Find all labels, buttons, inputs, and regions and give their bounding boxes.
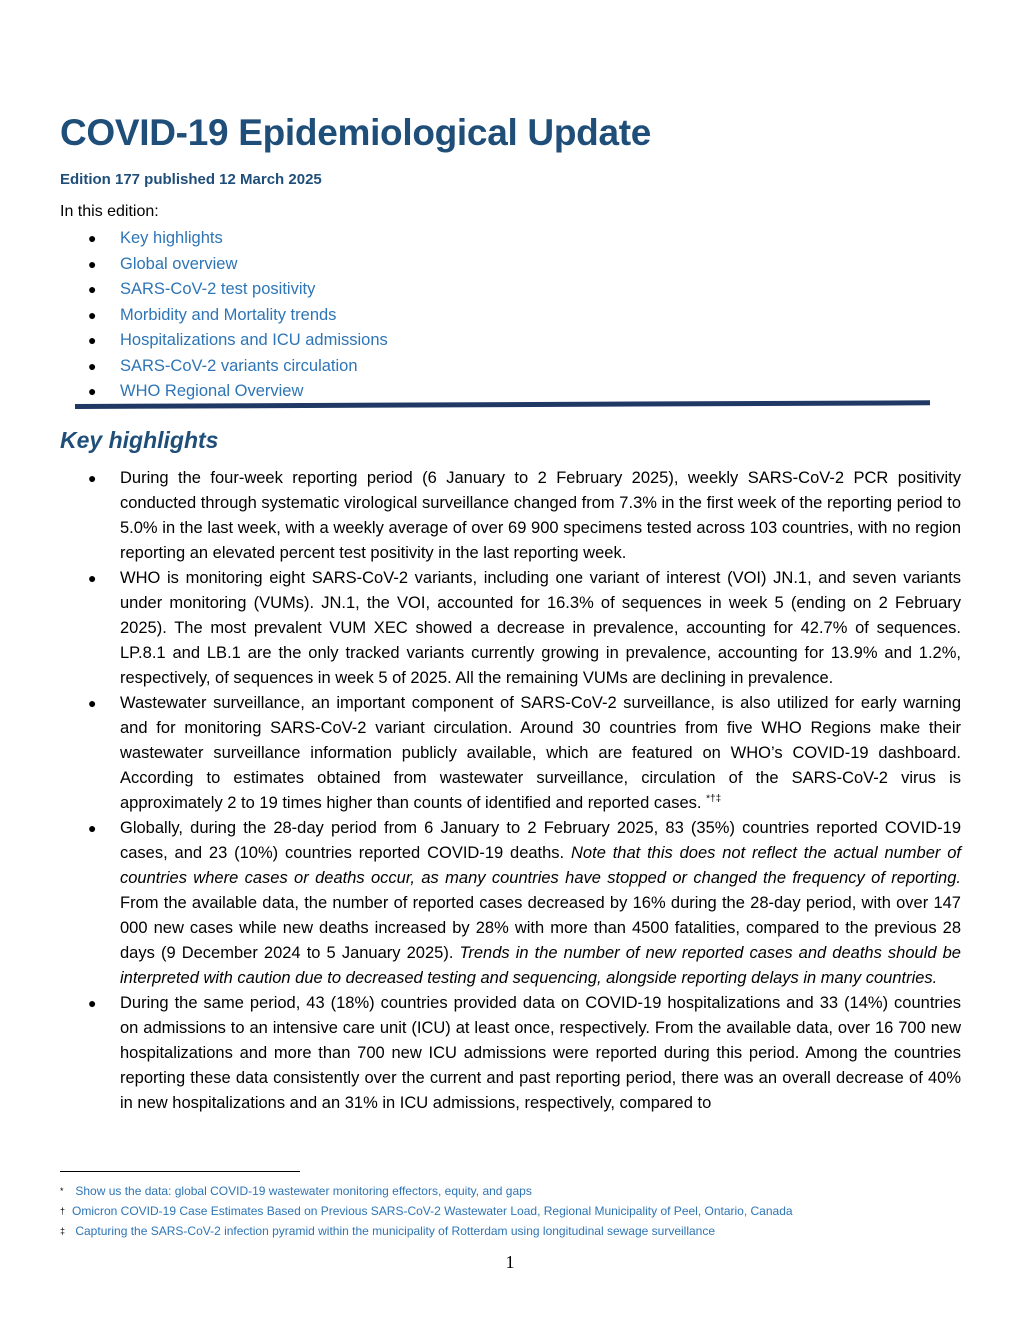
- footnote-item: [60, 1222, 793, 1242]
- highlight-note-italic: Note that this does not reflect the actual number of countries where cases or deaths occur, as many countries have stopped or changed the frequency of reporting.: [120, 844, 962, 887]
- bullet-icon: ●: [88, 995, 97, 1011]
- highlight-item-cases-deaths: [88, 816, 961, 991]
- bullet-icon: ●: [88, 332, 97, 348]
- footnote-mark: †: [60, 1206, 66, 1216]
- bullet-icon: ●: [88, 470, 97, 486]
- toc-link-morbidity-mortality[interactable]: Morbidity and Mortality trends: [120, 305, 337, 324]
- highlight-text: Globally, during the 28-day period from 6 January to 2 February 2025, 83 (35%) countries reported COVID-19 cases, and 23 (10%) countries reported COVID-19 deaths.: [120, 819, 961, 862]
- footnotes: [60, 1182, 793, 1242]
- highlight-item-hospitalizations: [88, 991, 961, 1116]
- bullet-icon: ●: [88, 383, 97, 399]
- footnote-mark: *: [60, 1186, 64, 1196]
- footnote-separator: [60, 1171, 300, 1172]
- bullet-icon: ●: [88, 820, 97, 836]
- footnote-link[interactable]: Omicron COVID-19 Case Estimates Based on Previous SARS-CoV-2 Wastewater Load, Regional Municipality of Peel, Ontario, Canada: [72, 1204, 793, 1218]
- footnote-reference[interactable]: *†‡: [706, 793, 722, 805]
- footnote-link[interactable]: Show us the data: global COVID-19 wastewater monitoring effectors, equity, and gaps: [75, 1184, 532, 1198]
- footnote-item: [60, 1182, 793, 1202]
- toc-item: [88, 304, 388, 330]
- edition-info: Edition 177 published 12 March 2025: [60, 171, 322, 188]
- highlight-text: From the available data, the number of reported cases decreased by 16% during the 28-day period, with over 147 000 new cases while new deaths increased by 28% with more than 4500 fatalities, compared to the previous 28 days (9 December 2024 to 5 January 2025).: [120, 894, 961, 962]
- footnote-link[interactable]: Capturing the SARS-CoV-2 infection pyramid within the municipality of Rotterdam using longitudinal sewage surveillance: [75, 1224, 716, 1238]
- toc-link-variants[interactable]: SARS-CoV-2 variants circulation: [120, 356, 358, 375]
- toc-item: [88, 253, 388, 279]
- highlight-note-italic: Trends in the number of new reported cases and deaths should be interpreted with caution due to decreased testing and sequencing, alongside reporting delays in many countries.: [120, 944, 961, 987]
- key-highlights-heading: Key highlights: [60, 427, 219, 453]
- toc-intro: In this edition:: [60, 203, 159, 220]
- bullet-icon: ●: [88, 695, 97, 711]
- footnote-item: [60, 1202, 793, 1222]
- bullet-icon: ●: [88, 570, 97, 586]
- bullet-icon: ●: [88, 281, 97, 297]
- bullet-icon: ●: [88, 357, 97, 374]
- toc-item: [88, 355, 388, 381]
- toc-link-regional-overview[interactable]: WHO Regional Overview: [120, 382, 304, 400]
- highlight-text: During the same period, 43 (18%) countries provided data on COVID-19 hospitalizations and 33 (14%) countries on admissions to an intensive care unit (ICU) at least once, respectively. From the available data, over 16 700 new hospitalizations and more than 700 new ICU admissions were reported during this period. Among the countries reporting these data consistently over the current and past reporting period, there was an overall decrease of 40% in new hospitalizations and an 31% in ICU admissions, respectively, compared to: [120, 994, 961, 1112]
- toc-item: [88, 380, 388, 406]
- table-of-contents: [88, 227, 388, 406]
- key-highlights-list: [88, 466, 961, 1116]
- toc-link-test-positivity[interactable]: SARS-CoV-2 test positivity: [120, 280, 316, 298]
- toc-item: [88, 329, 388, 355]
- bullet-icon: ●: [88, 306, 97, 323]
- toc-item: [88, 227, 388, 253]
- toc-link-global-overview[interactable]: Global overview: [120, 254, 238, 273]
- highlight-text: During the four-week reporting period (6 January to 2 February 2025), weekly SARS-CoV-2 PCR positivity conducted through systematic virological surveillance changed from 7.3% in the first week of the reporting period to 5.0% in the last week, with a weekly average of over 69 900 specimens tested across 103 countries, with no region reporting an elevated percent test positivity in the last reporting week.: [120, 469, 961, 562]
- highlight-text: Wastewater surveillance, an important component of SARS-CoV-2 surveillance, is also utilized for early warning and for monitoring SARS-CoV-2 variant circulation. Around 30 countries from five WHO Regions make their wastewater surveillance information publicly available, which are featured on WHO’s COVID-19 dashboard. According to estimates obtained from wastewater surveillance, circulation of the SARS-CoV-2 virus is approximately 2 to 19 times higher than counts of identified and reported cases.: [120, 694, 961, 812]
- highlight-text: WHO is monitoring eight SARS-CoV-2 variants, including one variant of interest (VOI) JN.1, and seven variants under monitoring (VUMs). JN.1, the VOI, accounted for 16.3% of sequences in week 5 (ending on 2 February 2025). The most prevalent VUM XEC showed a decrease in prevalence, accounting for 42.7% of sequences. LP.8.1 and LB.1 are the only tracked variants currently growing in prevalence, accounting for 13.9% and 1.2%, respectively, of sequences in week 5 of 2025. All the remaining VUMs are declining in prevalence.: [120, 569, 961, 687]
- page-title: COVID-19 Epidemiological Update: [60, 112, 652, 153]
- highlight-item-wastewater: [88, 691, 961, 816]
- toc-item: [88, 278, 388, 304]
- highlight-item-variants: [88, 566, 961, 691]
- bullet-icon: ●: [88, 255, 97, 272]
- footnote-mark: ‡: [60, 1226, 66, 1236]
- highlight-item-positivity: [88, 466, 961, 566]
- toc-link-key-highlights[interactable]: Key highlights: [120, 229, 223, 247]
- toc-link-hospitalizations[interactable]: Hospitalizations and ICU admissions: [120, 331, 388, 349]
- page-number: 1: [505, 1252, 515, 1272]
- bullet-icon: ●: [88, 230, 97, 246]
